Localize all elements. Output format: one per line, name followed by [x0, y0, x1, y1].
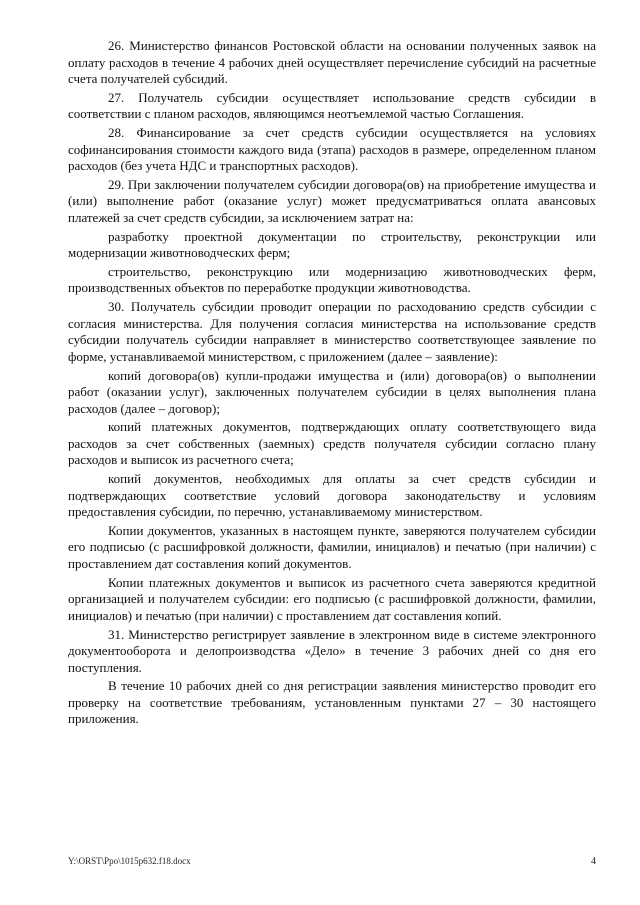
paragraph-26: 26. Министерство финансов Ростовской области на основании полученных заявок на оплату расходов в течение 4 рабочих дней осуществляет перечисление субсидий на расчетные счета получателей субсидий.	[68, 38, 596, 86]
paragraph-28: 28. Финансирование за счет средств субсидии осуществляется на условиях софинансирования стоимости каждого вида (этапа) расходов в размере, определенном планом расходов (без учета НДС и транспортных расходов).	[68, 125, 596, 174]
document-body	[68, 38, 596, 730]
paragraph-29: 29. При заключении получателем субсидии договора(ов) на приобретение имущества и (или) выполнение работ (оказание услуг) может предусматриваться оплата авансовых платежей за счет средств субсидии, за исключением затрат на:	[68, 176, 596, 225]
footer-file-path: Y:\ORST\Ppo\1015p632.f18.docx	[68, 856, 191, 866]
page-number: 4	[591, 856, 596, 867]
paragraph-30-item-2: копий платежных документов, подтверждающих оплату соответствующего вида расходов за счет собственных (заемных) средств получателя субсидии согласно плану расходов и выписок из расчетного счета;	[68, 419, 596, 468]
paragraph-30-note-1: Копии документов, указанных в настоящем пункте, заверяются получателем субсидии его подписью (с расшифровкой должности, фамилии, инициалов) и печатью (при наличии) с проставлением дат составления копий документов.	[68, 522, 596, 571]
paragraph-30-item-1: копий договора(ов) купли-продажи имущества и (или) договора(ов) о выполнении работ (оказании услуг), заключенных получателем субсидии в целях выполнения плана расходов (далее – договор);	[68, 367, 596, 416]
paragraph-31-check: В течение 10 рабочих дней со дня регистрации заявления министерство проводит его проверку на соответствие требованиям, установленным пунктами 27 – 30 настоящего приложения.	[68, 678, 596, 727]
paragraph-30-note-2: Копии платежных документов и выписок из расчетного счета заверяются кредитной организацией и получателем субсидии: его подписью (с расшифровкой должности, фамилии, инициалов) и печатью (при наличии) с проставлением дат составления копий.	[68, 574, 596, 623]
paragraph-31: 31. Министерство регистрирует заявление в электронном виде в системе электронного документооборота и делопроизводства «Дело» в течение 3 рабочих дней со дня его поступления.	[68, 626, 596, 675]
paragraph-29-item-2: строительство, реконструкцию или модернизацию животноводческих ферм, производственных объектов по переработке продукции животноводства.	[68, 263, 596, 296]
paragraph-30: 30. Получатель субсидии проводит операции по расходованию средств субсидии с согласия министерства. Для получения согласия министерства на использование средств субсидии получатель субсидии направляет в министерство соответствующее заявление по форме, устанавливаемой министерством, с приложением (далее – заявление):	[68, 299, 596, 364]
paragraph-30-item-3: копий документов, необходимых для оплаты за счет средств субсидии и подтверждающих соответствие условий договора законодательству и условиям предоставления субсидии, по перечню, устанавливаемому министерством.	[68, 471, 596, 520]
paragraph-29-item-1: разработку проектной документации по строительству, реконструкции или модернизации животноводческих ферм;	[68, 228, 596, 261]
paragraph-27: 27. Получатель субсидии осуществляет использование средств субсидии в соответствии с планом расходов, являющимся неотъемлемой частью Соглашения.	[68, 89, 596, 122]
